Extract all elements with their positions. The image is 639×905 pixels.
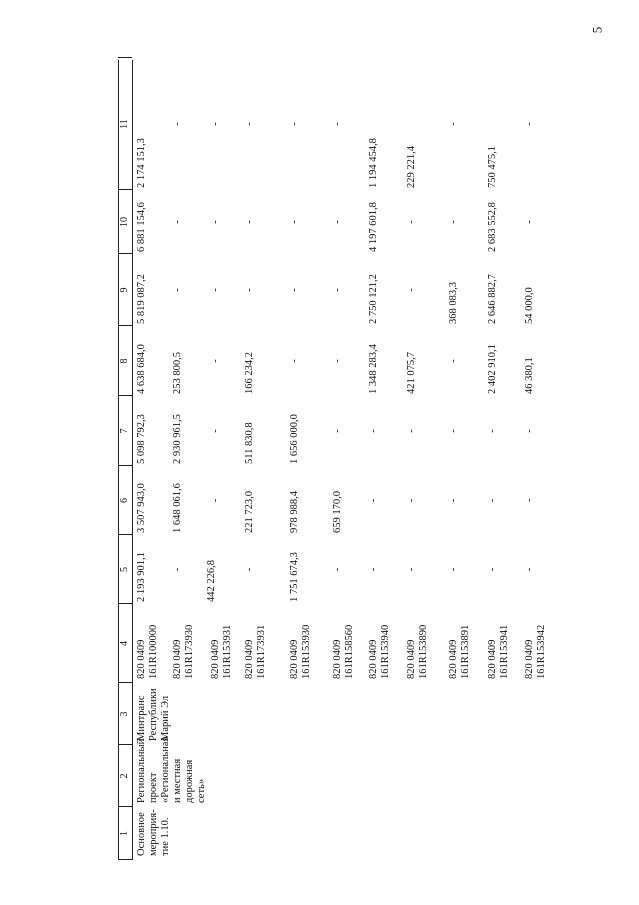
value-cell: - [172,220,183,224]
row-code: 820 0409 161R158560 [332,624,355,679]
value-cell: 1 194 454,8 [368,138,379,188]
value-cell: - [332,567,343,572]
column-header: 10 [119,217,130,227]
value-cell: 253 800,5 [172,352,183,394]
value-cell: - [406,567,417,572]
value-cell: - [210,359,221,363]
row-code: 820 0409 161R153930 [289,624,312,679]
value-cell: - [448,220,459,224]
value-cell: - [368,567,379,572]
value-cell: 46 380,1 [524,357,535,394]
value-cell: 978 988,4 [289,491,300,533]
value-cell: 659 170,0 [332,491,343,533]
value-cell: 1 751 674,3 [289,552,300,602]
row-label-col3: Минтранс Республики Марий Эл [136,688,171,741]
value-cell: 1 648 061,6 [172,483,183,533]
value-cell: 1 348 283,4 [368,344,379,394]
value-cell: 4 197 601,8 [368,202,379,252]
column-header: 3 [119,711,130,717]
value-cell: - [210,498,221,503]
value-cell: - [368,498,379,503]
row-code: 820 0409 161R173930 [172,624,195,679]
value-cell: - [448,122,459,126]
column-header: 1 [119,831,130,836]
value-cell: - [448,498,459,503]
row-code: 820 0409 161R153942 [524,624,547,679]
value-cell: - [244,288,255,292]
value-cell: 2 193 901,1 [136,552,147,602]
value-cell: 511 830,8 [244,422,255,464]
value-cell: - [210,429,221,433]
value-cell: - [524,122,535,126]
value-cell: 3 507 943,0 [136,483,147,533]
value-cell: - [524,498,535,503]
value-cell: 221 723,0 [244,491,255,533]
value-cell: - [210,220,221,224]
row-code: 820 0409 161R153941 [487,624,510,679]
page-number: 5 [589,26,605,34]
value-cell: 442 226,8 [206,560,217,602]
value-cell: - [172,567,183,572]
value-cell: 2 750 121,2 [368,274,379,324]
value-cell: - [172,122,183,126]
column-header: 5 [119,567,130,572]
value-cell: - [289,122,300,126]
row-code: 820 0409 161R173931 [244,624,267,679]
value-cell: 54 000,0 [524,287,535,324]
value-cell: - [289,220,300,224]
column-header: 4 [119,641,130,646]
header-divider-line [132,60,133,860]
value-cell: - [406,220,417,224]
value-cell: - [244,567,255,572]
value-cell: 368 083,3 [448,282,459,324]
value-cell: - [332,288,343,292]
value-cell: 2 646 882,7 [487,274,498,324]
row-code: 820 0409 161R153890 [406,624,429,679]
value-cell: 421 075,7 [406,352,417,394]
value-cell: 1 656 000,0 [289,414,300,464]
value-cell: - [332,429,343,433]
column-header: 6 [119,498,130,503]
value-cell: - [332,122,343,126]
value-cell: 6 881 154,6 [136,202,147,252]
value-cell: - [406,429,417,433]
value-cell: - [406,498,417,503]
value-cell: 2 930 961,5 [172,414,183,464]
column-header: 2 [119,773,130,779]
value-cell: - [172,288,183,292]
column-header: 11 [119,119,130,129]
value-cell: 2 174 151,3 [136,138,147,188]
value-cell: - [332,220,343,224]
value-cell: - [289,359,300,363]
value-cell: - [244,220,255,224]
value-cell: - [210,122,221,126]
value-cell: - [524,220,535,224]
value-cell: - [368,429,379,433]
column-header: 7 [119,428,130,434]
row-code: 820 0409 161R153891 [448,624,471,679]
value-cell: - [448,359,459,363]
value-cell: - [524,567,535,572]
value-cell: 166 234,2 [244,352,255,394]
value-cell: - [487,429,498,433]
row-label-col2: Региональный проект «Региональная и местная дорожная сеть» [136,736,207,803]
value-cell: - [244,122,255,126]
column-header: 8 [119,358,130,364]
rotated-table [118,60,558,860]
value-cell: - [487,498,498,503]
value-cell: 4 638 684,0 [136,344,147,394]
value-cell: 2 683 552,8 [487,202,498,252]
budget-table [118,60,558,860]
value-cell: - [406,288,417,292]
row-code: 820 0409 161R153940 [368,624,391,679]
row-label-col1: Основное мероприя-тие 1.10. [136,809,171,856]
value-cell: 229 221,4 [406,146,417,188]
value-cell: - [448,429,459,433]
value-cell: - [289,288,300,292]
value-cell: 5 098 792,3 [136,414,147,464]
row-code: 820 0409 161R153931 [210,624,233,679]
value-cell: 2 402 910,1 [487,344,498,394]
column-header: 9 [119,287,130,293]
value-cell: 750 475,1 [487,146,498,188]
value-cell: - [487,567,498,572]
value-cell: - [332,359,343,363]
value-cell: 5 819 087,2 [136,274,147,324]
row-code: 820 0409 161R100000 [136,624,159,679]
value-cell: - [524,429,535,433]
value-cell: - [448,567,459,572]
value-cell: - [210,288,221,292]
